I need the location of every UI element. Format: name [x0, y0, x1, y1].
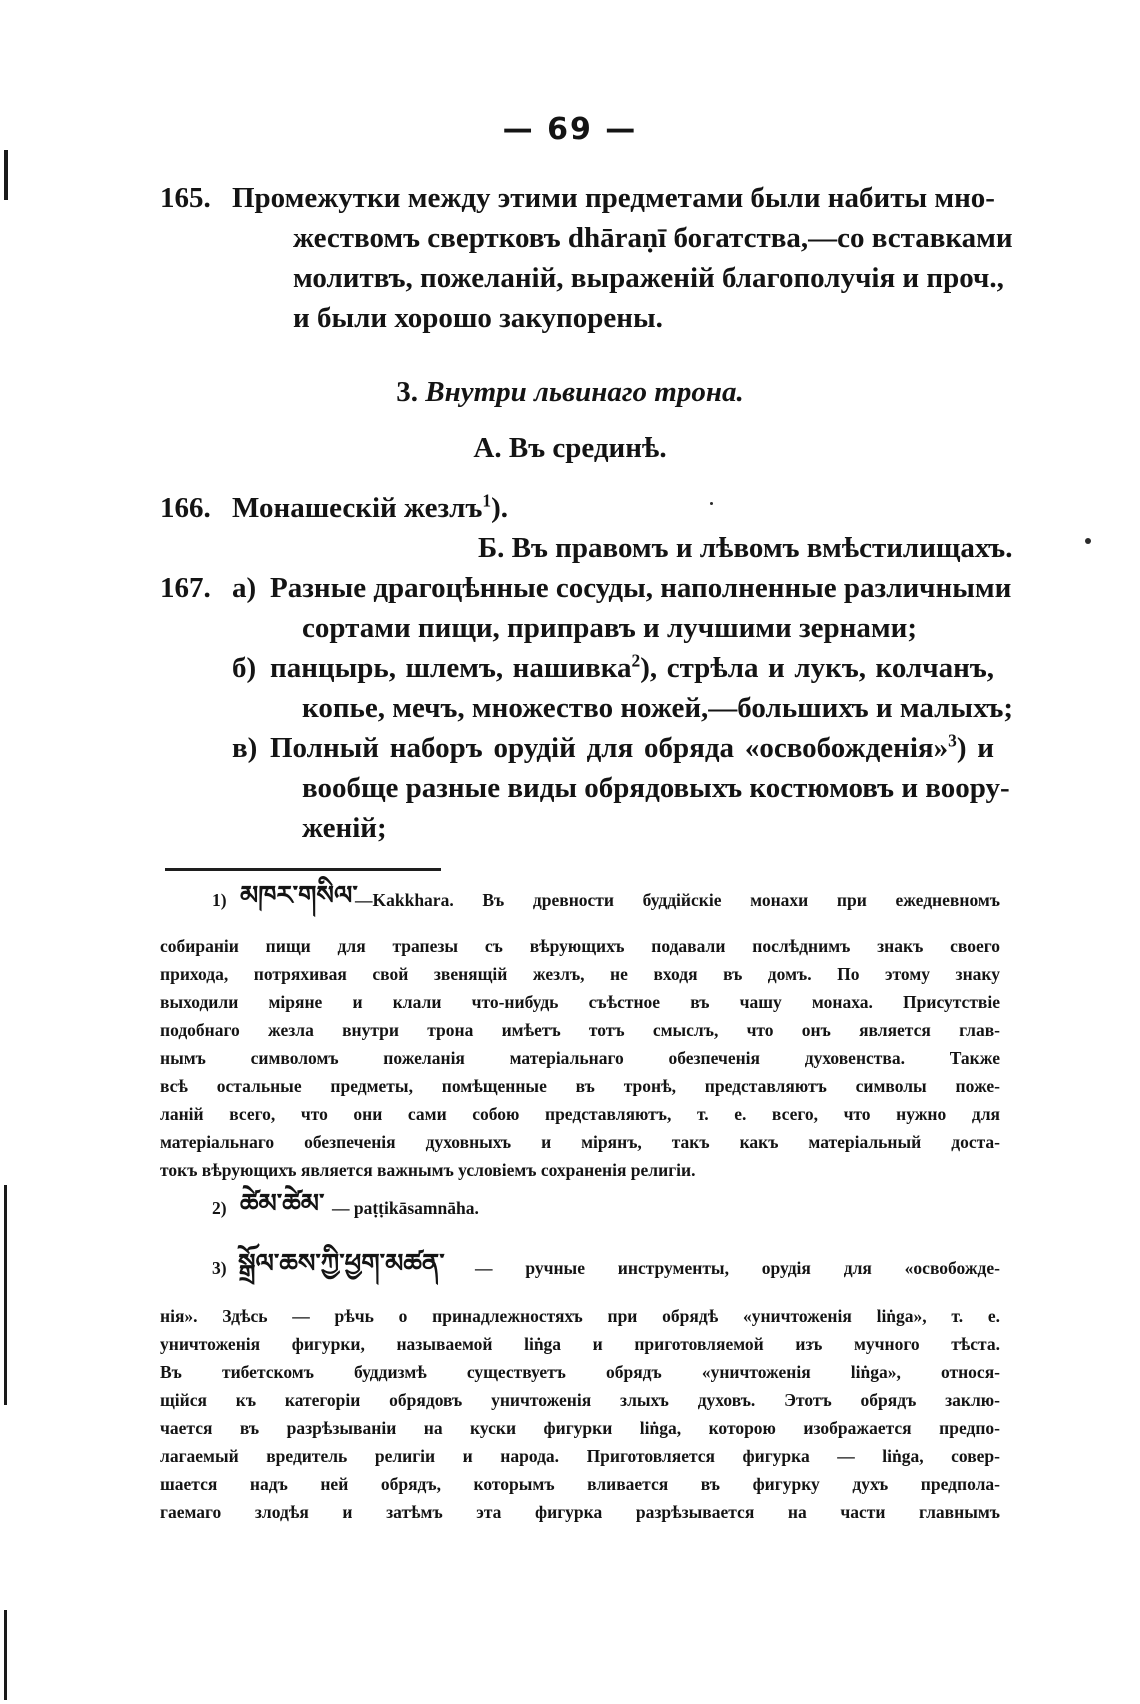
footnote-line: всѣ остальные предметы, помѣщенные въ тронѣ, представляютъ символы поже-	[160, 1076, 1000, 1096]
footnote-3-body	[160, 1302, 1000, 1526]
footnote-line: — paṭṭikāsamnāha.	[332, 1198, 479, 1218]
text-line: женій;	[302, 812, 387, 844]
footnote-ref: 1	[482, 490, 492, 511]
text-line: Промежутки между этими предметами были набиты мно-	[232, 182, 995, 214]
footnote-line: матеріальнаго обезпеченія духовныхъ и мірянъ, такъ какъ матеріальный доста-	[160, 1132, 1000, 1152]
footnote-line: чается въ разрѣзываніи на куски фигурки liṅga, которою изображается предпо-	[160, 1418, 1000, 1438]
scan-edge-mark	[4, 1610, 7, 1700]
footnote-divider	[165, 868, 441, 871]
footnote-line: ланій всего, что они сами собою представляютъ, т. е. всего, что нужно для	[160, 1104, 1000, 1124]
footnote-line: —Kakkhara. Въ древности буддійскіе монахи при ежедневномъ	[355, 890, 1000, 910]
footnote-label: 3)	[212, 1258, 227, 1278]
footnote-line: щійся къ категоріи обрядовъ уничтоженія злыхъ духовъ. Этотъ обрядъ заклю-	[160, 1390, 1000, 1410]
subheading-b: Б. Въ правомъ и лѣвомъ вмѣстилищахъ.	[478, 532, 1013, 564]
page-number: — 69 —	[502, 112, 638, 147]
footnote-ref: 2	[631, 650, 641, 671]
footnote-line: токъ вѣрующихъ является важнымъ условіемъ сохраненія религіи.	[160, 1160, 696, 1180]
footnote-line: выходили міряне и клали что-нибудь съѣстное въ чашу монаха. Присутствіе	[160, 992, 1000, 1012]
item-number: 167.	[160, 572, 211, 604]
subheading-a: А. Въ срединѣ.	[473, 432, 667, 464]
text-line: молитвъ, пожеланій, выраженій благополучія и проч.,	[293, 262, 1004, 294]
footnote-line: собираніи пищи для трапезы съ вѣрующихъ подавали послѣднимъ знакъ своего	[160, 936, 1000, 956]
text-line: панцырь, шлемъ, нашивка$^2$), стрѣла и лукъ, колчанъ,	[270, 650, 994, 684]
footnote-line: нымъ символомъ пожеланія матеріальнаго обезпеченія духовенства. Также	[160, 1048, 1000, 1068]
text-line: вообще разные виды обрядовыхъ костюмовъ и воору-	[302, 772, 1010, 804]
footnote-label: 1)	[212, 890, 227, 910]
footnote-line: гаемаго злодѣя и затѣмъ эта фигурка разрѣзывается на части главнымъ	[160, 1502, 1000, 1522]
item-166-text: Монашескій жезлъ$^1$).	[232, 490, 508, 524]
text-line: копье, мечъ, множество ножей,—большихъ и малыхъ;	[302, 692, 1014, 724]
footnote-line: подобнаго жезла внутри трона имѣетъ тотъ смыслъ, что онъ является глав-	[160, 1020, 1000, 1040]
tibetan-term: ཚེམ་ཚེམ་	[240, 1189, 325, 1219]
scan-edge-mark	[4, 1185, 7, 1405]
footnote-line: прихода, потряхивая свой звенящій жезлъ, не входя въ домъ. По этому знаку	[160, 964, 1000, 984]
text-line: жествомъ свертковъ dhāraṇī богатства,—со вставками	[293, 222, 1013, 254]
footnote-line: шается надъ ней обрядъ, которымъ вливается въ фигурку духъ предпола-	[160, 1474, 1000, 1494]
tibetan-term: མཁར་གསིལ་	[240, 881, 358, 911]
text-line: Разные драгоцѣнные сосуды, наполненные различными	[270, 572, 1012, 604]
heading-number: 3.	[396, 376, 419, 408]
footnote-ref: 3	[948, 730, 957, 751]
footnote-line: — ручные инструменты, орудія для «освобожде-	[475, 1258, 1000, 1278]
footnote-line: лагаемый вредитель религіи и народа. Приготовляется фигурка — liṅga, совер-	[160, 1446, 1000, 1466]
speck	[1085, 538, 1091, 544]
list-label: б)	[232, 652, 257, 684]
item-number: 165.	[160, 182, 211, 214]
footnote-1-body	[160, 932, 1000, 1184]
footnote-line: уничтоженія фигурки, называемой liṅga и приготовляемой изъ мучного тѣста.	[160, 1334, 1000, 1354]
text-line: Полный наборъ орудій для обряда «освобожденія»$^3$) и	[270, 730, 994, 764]
scan-edge-mark	[4, 150, 8, 200]
footnote-line: нія». Здѣсь — рѣчь о принадлежностяхъ при обрядѣ «уничтоженія liṅga», т. е.	[160, 1306, 1000, 1326]
list-label: а)	[232, 572, 257, 604]
footnote-label: 2)	[212, 1198, 227, 1218]
list-label: в)	[232, 732, 258, 764]
tibetan-term: སྒྲོལ་ཆས་ཀྱི་ཕྱག་མཚན་	[238, 1249, 445, 1279]
section-heading	[0, 376, 1140, 409]
text-line: сортами пищи, приправъ и лучшими зернами;	[302, 612, 917, 644]
item-number: 166.	[160, 492, 211, 524]
speck	[710, 502, 713, 505]
footnote-line: Въ тибетскомъ буддизмѣ существуетъ обрядъ «уничтоженія liṅga», относя-	[160, 1362, 1000, 1382]
heading-title: Внутри львинаго трона.	[425, 376, 744, 408]
text-line: и были хорошо закупорены.	[293, 302, 663, 334]
